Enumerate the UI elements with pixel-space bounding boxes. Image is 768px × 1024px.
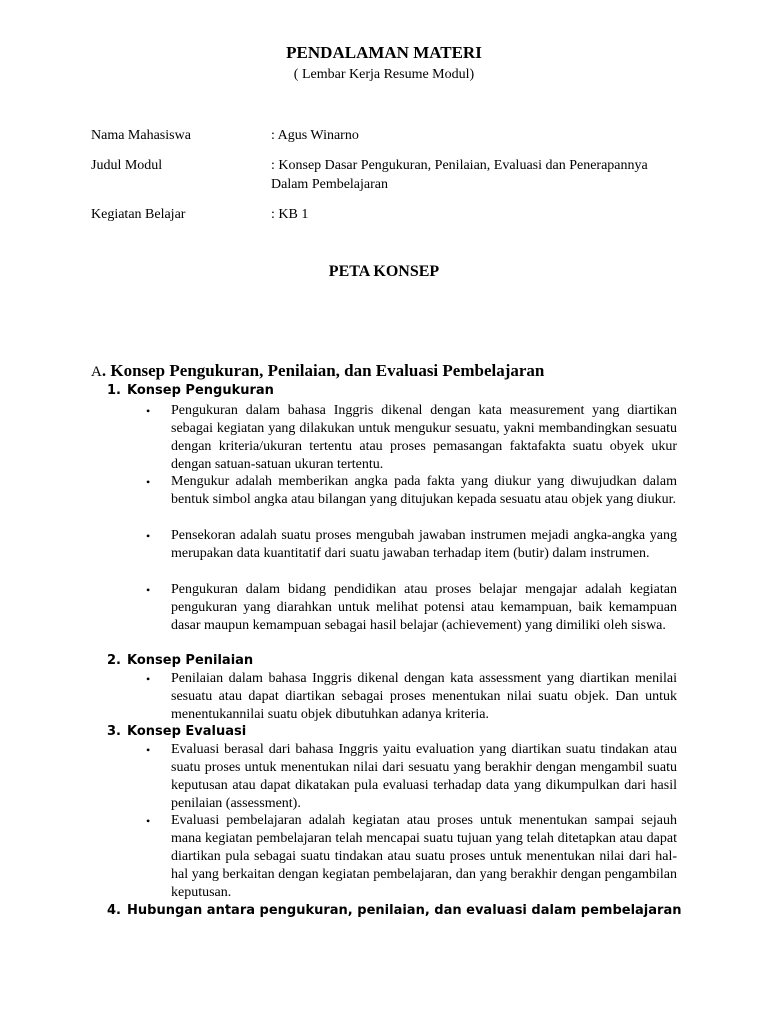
subsection-heading-3 xyxy=(107,723,707,741)
bullet-item: Pengukuran dalam bahasa Inggris dikenal dengan kata measurement yang diartikan sebagai kegiatan yang dilakukan untuk mengukur sesuatu, yakni membandingkan sesuatu dengan kriteria/ukuran tertentu atau proses pemasangan faktafakta suatu obyek ukur dengan satuan-satuan ukuran tertentu. xyxy=(171,403,677,472)
concept-map-title: PETA KONSEP xyxy=(328,263,440,280)
bullet-icon: • xyxy=(146,404,151,418)
info-label: Nama Mahasiswa xyxy=(91,128,191,143)
bullet-icon: • xyxy=(146,583,151,597)
bullet-item: Pengukuran dalam bidang pendidikan atau proses belajar mengajar adalah kegiatan pengukuran yang diarahkan untuk melihat potensi atau kemampuan, baik kemampuan dasar maupun kemampuan sebagai hasil belajar (achievement) yang dimiliki oleh siswa. xyxy=(171,582,677,633)
subsection-number: 3. xyxy=(107,724,121,739)
bullet-icon: • xyxy=(146,672,151,686)
info-label: Kegiatan Belajar xyxy=(91,207,186,222)
info-value: : Konsep Dasar Pengukuran, Penilaian, Evaluasi dan Penerapannya Dalam Pembelajaran xyxy=(271,158,648,192)
bullet-icon: • xyxy=(146,529,151,543)
subsection-number: 4. xyxy=(107,903,121,918)
section-a-heading xyxy=(91,360,691,383)
bullet-item: Mengukur adalah memberikan angka pada fakta yang diukur yang diwujudkan dalam bentuk simbol angka atau bilangan yang ditujukan kepada sesuatu atau objek yang diukur. xyxy=(171,474,677,507)
subsection-title: Konsep Penilaian xyxy=(127,653,254,668)
bullet-item: Pensekoran adalah suatu proses mengubah jawaban instrumen mejadi angka-angka yang merupakan data kuantitatif dari suatu jawaban terhadap item (butir) dalam instrumen. xyxy=(171,528,677,561)
section-heading-text: . Konsep Pengukuran, Penilaian, dan Evaluasi Pembelajaran xyxy=(101,361,545,380)
subsection-title: Hubungan antara pengukuran, penilaian, dan evaluasi dalam pembelajaran xyxy=(127,903,682,918)
info-value: : KB 1 xyxy=(271,207,309,222)
bullet-icon: • xyxy=(146,814,151,828)
bullet-icon: • xyxy=(146,743,151,757)
page-title: PENDALAMAN MATERI xyxy=(286,43,482,62)
bullet-icon: • xyxy=(146,475,151,489)
bullet-item: Evaluasi pembelajaran adalah kegiatan atau proses untuk menentukan sampai sejauh mana kegiatan pembelajaran telah mencapai suatu tujuan yang telah ditetapkan atau dapat diartikan pula sebagai suatu tindakan atau suatu proses untuk menentukan nilai dari hal-hal yang berkaitan dengan kegiatan pembelajaran, dan yang berakhir dengan pengambilan keputusan. xyxy=(171,813,677,900)
subsection-number: 2. xyxy=(107,653,121,668)
subsection-heading-4 xyxy=(107,902,707,920)
bullet-item: Evaluasi berasal dari bahasa Inggris yaitu evaluation yang diartikan suatu tindakan atau suatu proses untuk menentukan nilai dari sesuatu yang berakhir dengan mengambil suatu keputusan atau dapat dikatakan pula evaluasi terhadap data yang dikumpulkan dari hasil penilaian (assessment). xyxy=(171,742,677,811)
info-value: : Agus Winarno xyxy=(271,128,359,143)
subsection-title: Konsep Evaluasi xyxy=(127,724,247,739)
subsection-heading-1 xyxy=(107,382,707,400)
bullet-item: Penilaian dalam bahasa Inggris dikenal dengan kata assessment yang diartikan menilai sesuatu atau dapat diartikan sebagai proses menentukan nilai suatu objek. Dan untuk menentukannilai suatu objek dibutuhkan adanya kriteria. xyxy=(171,671,677,722)
subsection-title: Konsep Pengukuran xyxy=(127,383,274,398)
subsection-heading-2 xyxy=(107,652,707,670)
subsection-number: 1. xyxy=(107,383,121,398)
section-letter: A xyxy=(91,364,102,380)
info-label: Judul Modul xyxy=(91,158,163,173)
page-subtitle: ( Lembar Kerja Resume Modul) xyxy=(293,67,475,82)
